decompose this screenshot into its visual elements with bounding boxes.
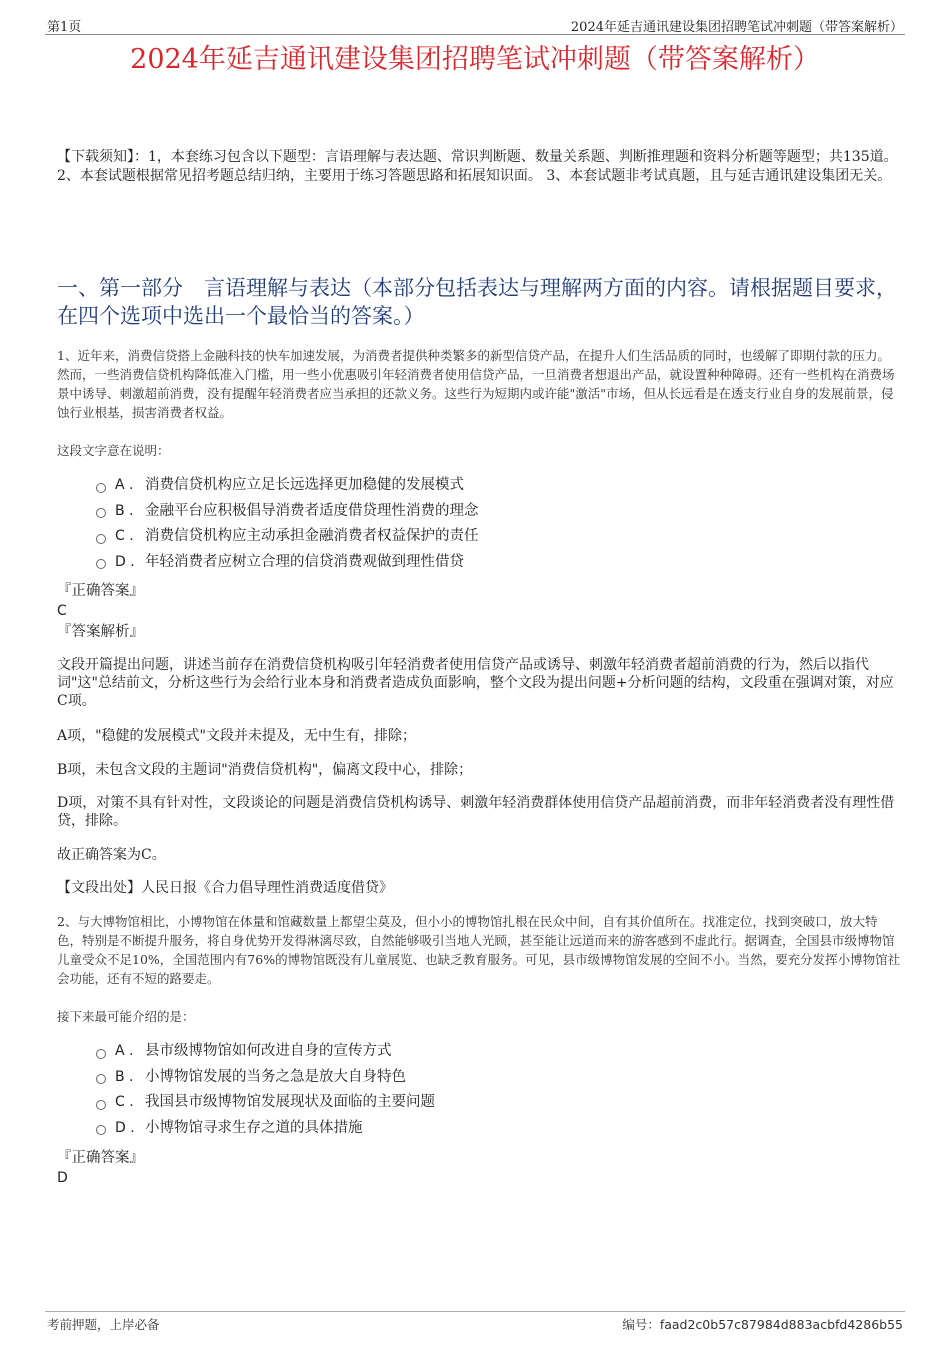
analysis-source: 【文段出处】人民日报《合力倡导理性消费适度借贷》 xyxy=(57,880,393,896)
option-c[interactable]: C . 我国县市级博物馆发展现状及面临的主要问题 xyxy=(96,1090,796,1116)
download-notice: 【下载须知】：1，本套练习包含以下题型：言语理解与表达题、常识判断题、数量关系题、判断推理题和资料分析题等题型；共135道。 2、本套试题根据常见招考题总结归纳，主要用于练习答题思路和拓展知识面。 3、本套试题非考试真题，且与延吉通讯建设集团无关。 xyxy=(57,149,898,184)
answer-label: 『正确答案』 xyxy=(57,1150,144,1166)
analysis-label: 『答案解析』 xyxy=(57,624,144,640)
option-text: 消费信贷机构应立足长远选择更加稳健的发展模式 xyxy=(145,477,464,494)
option-b[interactable]: B . 小博物馆发展的当务之急是放大自身特色 xyxy=(96,1065,796,1091)
radio-icon[interactable] xyxy=(96,1074,106,1084)
option-text: 小博物馆寻求生存之道的具体措施 xyxy=(145,1119,363,1136)
question-2-options xyxy=(96,1039,796,1141)
question-1-options xyxy=(96,473,796,575)
option-text: 消费信贷机构应主动承担金融消费者权益保护的责任 xyxy=(145,528,479,545)
option-d[interactable]: D . 年轻消费者应树立合理的信贷消费观做到理性借贷 xyxy=(96,550,796,576)
answer-label: 『正确答案』 xyxy=(57,583,144,599)
question-1-stem: 1、近年来，消费信贷搭上金融科技的快车加速发展，为消费者提供种类繁多的新型信贷产品，在提升人们生活品质的同时，也缓解了即期付款的压力。然而，一些消费信贷机构降低准入门槛，用一些小优惠吸引年轻消费者使用信贷产品，一旦消费者想退出产品，就设置种种障碍。还有一些机构在消费场景中诱导、刺激超前消费，没有提醒年轻消费者应当承担的还款义务。这些行为短期内或许能"激活"市场，但从长远看是在透支行业自身的发展前景，侵蚀行业根基，损害消费者权益。 xyxy=(57,348,895,420)
option-a[interactable]: A . 消费信贷机构应立足长远选择更加稳健的发展模式 xyxy=(96,473,796,499)
document-title: 2024年延吉通讯建设集团招聘笔试冲刺题（带答案解析） xyxy=(130,44,820,75)
radio-icon[interactable] xyxy=(96,534,106,544)
header-doc-title: 2024年延吉通讯建设集团招聘笔试冲刺题（带答案解析） xyxy=(570,20,903,35)
page-number: 第1页 xyxy=(47,20,82,35)
question-1-prompt: 这段文字意在说明： xyxy=(57,443,170,458)
footer-slogan: 考前押题，上岸必备 xyxy=(47,1317,160,1332)
option-b[interactable]: B . 金融平台应积极倡导消费者适度借贷理性消费的理念 xyxy=(96,499,796,525)
answer-value: D xyxy=(57,1170,68,1186)
question-2-prompt: 接下来最可能介绍的是： xyxy=(57,1009,195,1024)
page-header xyxy=(45,14,905,35)
radio-icon[interactable] xyxy=(96,559,106,569)
analysis-option-b: B项，未包含文段的主题词"消费信贷机构"，偏离文段中心，排除； xyxy=(57,762,473,778)
question-2-stem: 2、与大博物馆相比，小博物馆在体量和馆藏数量上都望尘莫及，但小小的博物馆扎根在民众中间，自有其价值所在。找准定位，找到突破口，放大特色，特别是不断提升服务，将自身优势开发得淋漓尽致，自然能够吸引当地人光顾，甚至能让远道而来的游客感到不虚此行。据调查，全国县市级博物馆儿童受众不足10%，全国范围内有76%的博物馆既没有儿童展览、也缺乏教育服务。可见，县市级博物馆发展的空间不小。当然，要充分发挥小博物馆社会功能，还有不短的路要走。 xyxy=(57,914,901,986)
radio-icon[interactable] xyxy=(96,1049,106,1059)
option-a[interactable]: A . 县市级博物馆如何改进自身的宣传方式 xyxy=(96,1039,796,1065)
footer-code: 编号：faad2c0b57c87984d883acbfd4286b55 xyxy=(622,1317,903,1332)
analysis-conclusion: 故正确答案为C。 xyxy=(57,847,166,863)
page-footer xyxy=(45,1311,905,1336)
option-text: 金融平台应积极倡导消费者适度借贷理性消费的理念 xyxy=(145,502,479,519)
option-text: 县市级博物馆如何改进自身的宣传方式 xyxy=(145,1043,392,1060)
analysis-paragraph: 文段开篇提出问题，讲述当前存在消费信贷机构吸引年轻消费者使用信贷产品或诱导、刺激年轻消费者超前消费的行为，然后以指代词"这"总结前文，分析这些行为会给行业本身和消费者造成负面影响，整个文段为提出问题+分析问题的结构，文段重在强调对策，对应C项。 xyxy=(57,657,894,709)
analysis-option-d: D项，对策不具有针对性，文段谈论的问题是消费信贷机构诱导、刺激年轻消费群体使用信贷产品超前消费，而非年轻消费者没有理性借贷，排除。 xyxy=(57,795,895,829)
radio-icon[interactable] xyxy=(96,483,106,493)
radio-icon[interactable] xyxy=(96,1125,106,1135)
option-text: 小博物馆发展的当务之急是放大自身特色 xyxy=(145,1068,406,1085)
option-c[interactable]: C . 消费信贷机构应主动承担金融消费者权益保护的责任 xyxy=(96,524,796,550)
radio-icon[interactable] xyxy=(96,508,106,518)
answer-value: C xyxy=(57,603,67,619)
radio-icon[interactable] xyxy=(96,1100,106,1110)
section-title: 一、第一部分 言语理解与表达（本部分包括表达与理解两方面的内容。请根据题目要求，在四个选项中选出一个最恰当的答案。） xyxy=(57,276,897,328)
analysis-option-a: A项，"稳健的发展模式"文段并未提及，无中生有，排除； xyxy=(57,728,416,744)
option-text: 年轻消费者应树立合理的信贷消费观做到理性借贷 xyxy=(145,553,464,570)
option-text: 我国县市级博物馆发展现状及面临的主要问题 xyxy=(145,1094,435,1111)
option-d[interactable]: D . 小博物馆寻求生存之道的具体措施 xyxy=(96,1116,796,1142)
